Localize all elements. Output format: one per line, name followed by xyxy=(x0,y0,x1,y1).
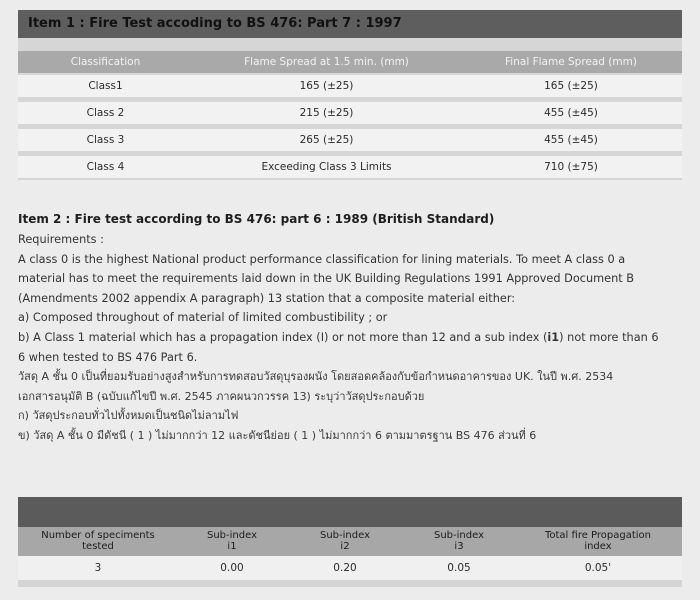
thai-line: ข) วัสดุ A ชั้น 0 มีดัชนี ( 1 ) ไม่มากกว่า 12 และดัชนีย่อย ( 1 ) ไม่มากกว่า 6 ตามมาตรฐาน BS 476 ส่วนที่ 6 xyxy=(18,428,537,442)
line-b-text-end: ) not more than 6 xyxy=(559,330,659,344)
header-line: Sub-index xyxy=(434,530,484,541)
cell-flame-spread: Exceeding Class 3 Limits xyxy=(261,161,392,173)
cell-classification: Class 2 xyxy=(86,107,125,119)
header-final-flame-spread: Final Flame Spread (mm) xyxy=(505,56,637,68)
cell-classification: Class 4 xyxy=(86,161,125,173)
cell-final-flame-spread: 455 (±45) xyxy=(544,107,598,119)
header-line: i1 xyxy=(227,541,237,552)
thai-line: วัสดุ A ชั้น 0 เป็นที่ยอมรับอย่างสูงสำหรับการทดสอบวัสดุบุรองผนัง โดยสอดคล้องกับข้อกำหนดอาคารของ UK. ในปี พ.ศ. 2534 xyxy=(18,370,614,384)
cell-sub-index-i1: 0.00 xyxy=(220,562,244,574)
cell-flame-spread: 215 (±25) xyxy=(299,107,354,119)
thai-line: เอกสารอนุมัติ B (ฉบับแก้ไขปี พ.ศ. 2545 ภาคผนวกวรรค 13) ระบุว่าวัสดุประกอบด้วย xyxy=(18,389,425,403)
cell-sub-index-i2: 0.20 xyxy=(333,562,357,574)
cell-final-flame-spread: 455 (±45) xyxy=(544,134,598,146)
item2-section xyxy=(18,212,688,446)
header-total-fire-propagation-index xyxy=(514,530,682,552)
table2-title-bar xyxy=(18,497,682,527)
header-line: Total fire Propagation xyxy=(544,530,652,541)
cell-total-index: 0.05' xyxy=(584,562,612,574)
line-b-bold-i1: i1 xyxy=(547,330,560,344)
item2-title: Item 2 : Fire test according to BS 476: part 6 : 1989 (British Standard) xyxy=(18,212,495,226)
cell-classification: Class1 xyxy=(88,80,123,92)
requirement-line: a) Composed throughout of material of limited combustibility ; or xyxy=(18,311,388,325)
cell-final-flame-spread: 165 (±25) xyxy=(544,80,598,92)
header-line: Sub-index xyxy=(320,530,370,541)
requirement-line: (Amendments 2002 appendix A paragraph) 13 station that a composite material either: xyxy=(18,291,516,305)
header-line: i3 xyxy=(454,541,464,552)
cell-flame-spread: 165 (±25) xyxy=(299,80,354,92)
table1-header-row xyxy=(18,51,682,73)
cell-flame-spread: 265 (±25) xyxy=(299,134,354,146)
requirement-line: A class 0 is the highest National product performance classification for lining materials. To meet A class 0 a xyxy=(18,252,626,266)
requirement-line-b xyxy=(18,328,688,348)
table-row xyxy=(18,75,682,97)
cell-sub-index-i3: 0.05 xyxy=(447,562,471,574)
cell-classification: Class 3 xyxy=(86,134,125,146)
thai-line: ก) วัสดุประกอบทั่วไปทั้งหมดเป็นชนิดไม่ลามไฟ xyxy=(18,409,239,423)
cell-final-flame-spread: 710 (±75) xyxy=(544,161,598,173)
header-line: Number of speciments xyxy=(41,530,155,541)
table-row xyxy=(18,556,682,580)
header-flame-spread-1-5-min: Flame Spread at 1.5 min. (mm) xyxy=(244,56,409,68)
propagation-index-table xyxy=(18,497,682,587)
header-line: i2 xyxy=(340,541,350,552)
requirements-label: Requirements : xyxy=(18,233,104,246)
header-sub-index-i1 xyxy=(178,530,286,552)
fire-test-table-bs476-part7 xyxy=(18,10,682,180)
line-b-text: b) A Class 1 material which has a propagation index (I) or not more than 12 and a sub index ( xyxy=(18,330,548,344)
header-classification: Classification xyxy=(70,56,141,68)
table-row xyxy=(18,102,682,124)
header-sub-index-i3 xyxy=(404,530,514,552)
cell-specimens: 3 xyxy=(94,562,102,574)
requirement-line-b-cont: 6 when tested to BS 476 Part 6. xyxy=(18,350,198,364)
requirement-line: material has to meet the requirements laid down in the UK Building Regulations 1991 Approved Document B xyxy=(18,272,634,286)
table2-header-row xyxy=(18,527,682,556)
table-row xyxy=(18,156,682,178)
table1-title: Item 1 : Fire Test accoding to BS 476: Part 7 : 1997 xyxy=(18,10,682,38)
header-line: tested xyxy=(82,541,114,552)
header-line: index xyxy=(584,541,612,552)
header-line: Sub-index xyxy=(207,530,257,541)
table-row xyxy=(18,129,682,151)
header-number-of-specimens xyxy=(18,530,178,552)
header-sub-index-i2 xyxy=(286,530,404,552)
